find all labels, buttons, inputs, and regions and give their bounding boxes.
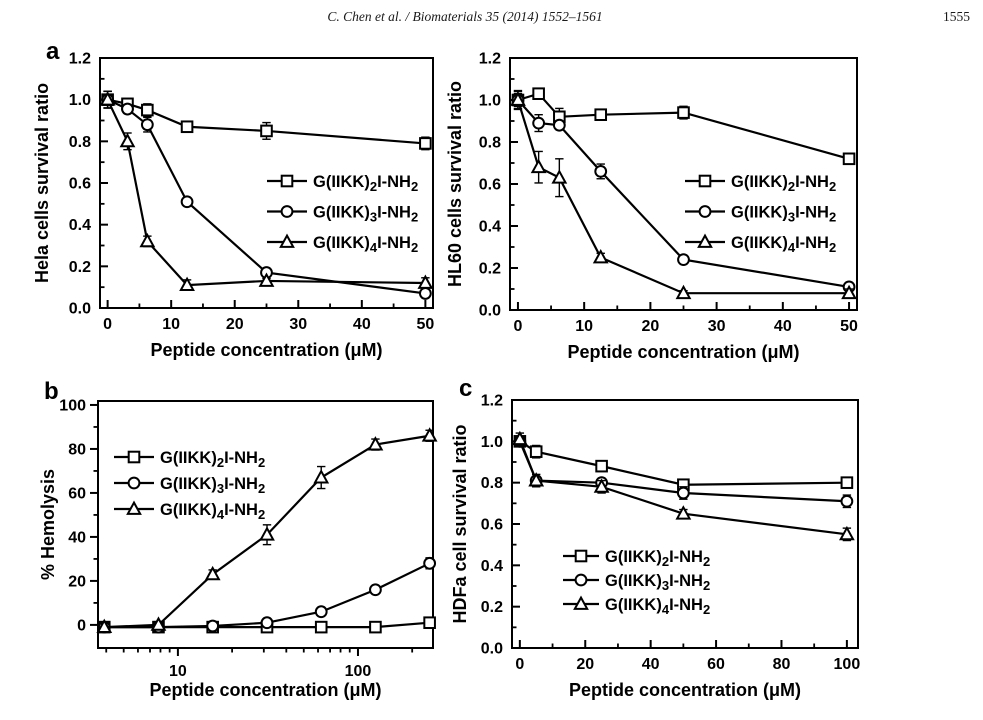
svg-text:0.2: 0.2 (478, 260, 501, 278)
svg-text:0: 0 (77, 617, 86, 635)
svg-text:1.0: 1.0 (478, 92, 501, 110)
svg-text:G(IIKK)2I-NH2: $G(IIKK)_2I-NH_2$ (731, 173, 837, 194)
svg-text:HL60 cells survival ratio: HL60 cells survival ratio (445, 80, 465, 288)
svg-text:10: 10 (575, 318, 594, 335)
svg-text:10: 10 (169, 663, 187, 680)
svg-text:0: 0 (103, 316, 113, 333)
svg-text:1.0: 1.0 (480, 433, 503, 451)
svg-text:0.8: 0.8 (68, 133, 91, 151)
svg-text:G(IIKK)2I-NH2: $G(IIKK)_2I-NH_2$ (160, 449, 266, 470)
svg-text:G(IIKK)4I-NH2: $G(IIKK)_4I-NH_2$ (313, 234, 419, 255)
svg-text:1.2: 1.2 (68, 50, 91, 68)
chart-hdfa-cell-survival (445, 383, 875, 717)
svg-text:G(IIKK)4I-NH2: $G(IIKK)_4I-NH_2$ (160, 501, 266, 522)
svg-text:G(IIKK)3I-NH2: $G(IIKK)_3I-NH_2$ (731, 203, 837, 225)
svg-text:0: 0 (515, 656, 525, 673)
svg-text:50: 50 (416, 316, 435, 333)
svg-text:0.2: 0.2 (480, 599, 503, 617)
svg-text:G(IIKK)3I-NH2: $G(IIKK)_3I-NH_2$ (160, 475, 266, 496)
svg-text:G(IIKK)4I-NH2: $G(IIKK)_4I-NH_2$ (605, 596, 711, 617)
svg-text:Peptide concentration (μM): Peptide concentration (μM) (567, 342, 800, 362)
svg-text:0.2: 0.2 (68, 258, 91, 276)
svg-text:40: 40 (641, 656, 660, 673)
svg-text:Peptide concentration (μM): Peptide concentration (μM) (149, 680, 382, 700)
chart-hemolysis (30, 383, 450, 717)
svg-text:20: 20 (68, 573, 86, 591)
svg-text:0.6: 0.6 (480, 516, 503, 534)
svg-text:G(IIKK)2I-NH2: $G(IIKK)_2I-NH_2$ (313, 173, 419, 194)
svg-text:1.2: 1.2 (478, 50, 501, 68)
svg-text:60: 60 (68, 485, 86, 503)
svg-text:0.4: 0.4 (478, 218, 501, 236)
svg-text:20: 20 (225, 316, 244, 333)
svg-text:40: 40 (352, 316, 371, 333)
svg-text:G(IIKK)3I-NH2: $G(IIKK)_3I-NH_2$ (313, 203, 419, 225)
svg-text:0.6: 0.6 (68, 175, 91, 193)
svg-text:0.8: 0.8 (478, 134, 501, 152)
svg-text:Peptide concentration (μM): Peptide concentration (μM) (568, 680, 802, 700)
svg-text:100: 100 (833, 656, 861, 673)
svg-text:0.0: 0.0 (68, 300, 91, 318)
svg-text:30: 30 (707, 318, 726, 335)
panel-label-a: a (46, 38, 60, 65)
page-number: 1555 (943, 9, 970, 24)
svg-text:0.0: 0.0 (480, 640, 503, 658)
svg-text:80: 80 (772, 656, 791, 673)
svg-text:20: 20 (576, 656, 595, 673)
svg-text:G(IIKK)3I-NH2: $G(IIKK)_3I-NH_2$ (605, 572, 711, 593)
chart-hl60-cells-survival (445, 38, 875, 370)
svg-text:Peptide concentration (μM): Peptide concentration (μM) (150, 340, 383, 360)
journal-running-header: C. Chen et al. / Biomaterials 35 (2014) 1552–1561 (327, 9, 603, 24)
svg-text:50: 50 (840, 318, 858, 335)
svg-text:G(IIKK)2I-NH2: $G(IIKK)_2I-NH_2$ (605, 548, 711, 569)
svg-text:100: 100 (344, 663, 372, 680)
svg-text:0.4: 0.4 (68, 217, 91, 235)
svg-text:% Hemolysis: % Hemolysis (38, 468, 58, 581)
svg-text:10: 10 (162, 316, 181, 333)
svg-text:G(IIKK)4I-NH2: $G(IIKK)_4I-NH_2$ (731, 234, 837, 255)
svg-text:40: 40 (68, 529, 86, 547)
svg-text:20: 20 (641, 318, 660, 335)
svg-text:30: 30 (289, 316, 308, 333)
svg-text:60: 60 (707, 656, 725, 673)
svg-text:1.0: 1.0 (68, 92, 91, 110)
svg-text:0.0: 0.0 (478, 302, 501, 320)
chart-hela-cells-survival (30, 38, 450, 370)
svg-text:100: 100 (59, 397, 86, 415)
panel-label-b: b (44, 378, 59, 405)
svg-text:HDFa cell survival ratio: HDFa cell survival ratio (450, 424, 470, 624)
svg-text:0.8: 0.8 (480, 475, 503, 493)
svg-text:0: 0 (513, 318, 523, 335)
panel-label-c: c (459, 375, 473, 402)
svg-text:0.6: 0.6 (478, 176, 501, 194)
svg-text:1.2: 1.2 (480, 392, 503, 410)
svg-text:0.4: 0.4 (480, 557, 503, 575)
svg-text:80: 80 (68, 441, 86, 459)
svg-text:Hela cells survival ratio: Hela cells survival ratio (32, 82, 52, 284)
svg-text:40: 40 (773, 318, 792, 335)
